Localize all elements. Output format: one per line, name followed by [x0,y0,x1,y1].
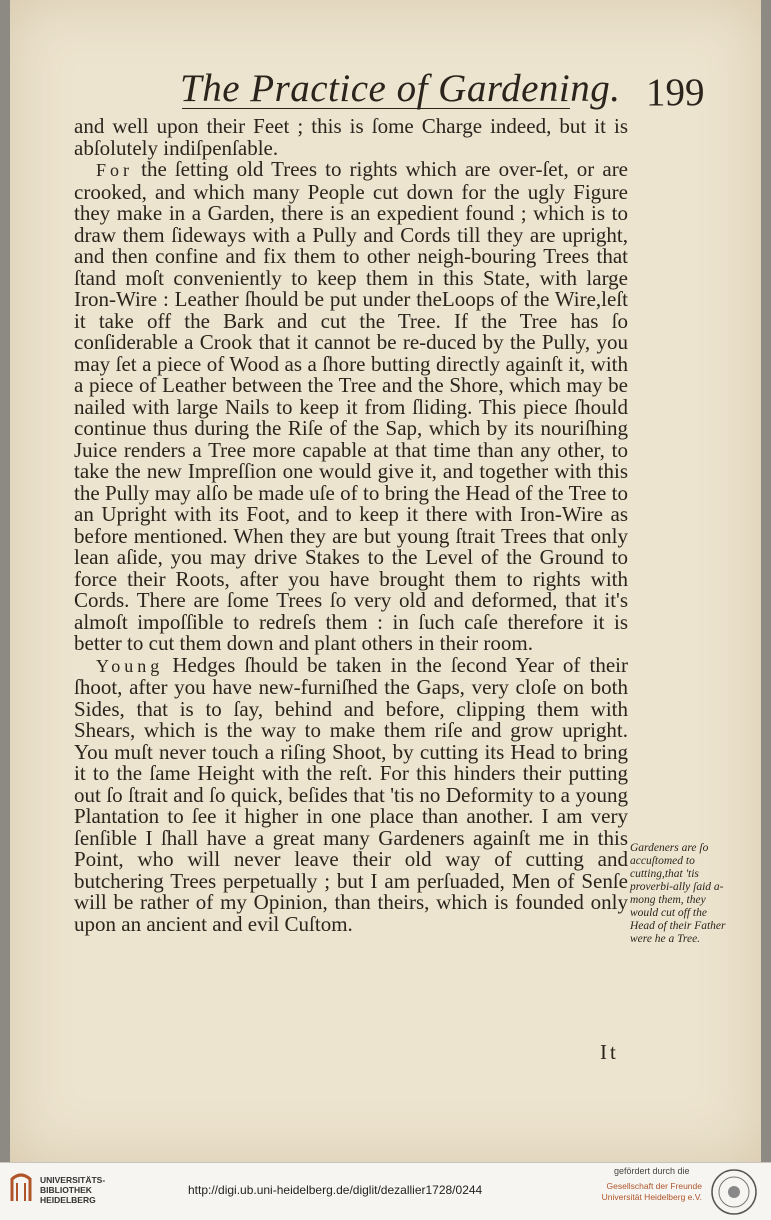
page-number: 199 [646,71,705,114]
paragraph-3-lead: Young [96,655,164,676]
paragraph-3 [74,652,629,936]
paragraph-2 [74,159,628,655]
funded-by-label: gefördert durch die [614,1166,690,1176]
paragraph-2-text: the ſetting old Trees to rights which are over-ſet, or are crooked, and which many People cut down for the ugly Figure they make in a Garden, there is an expedient found ; which is to draw them ſideways with a Pully and Cords till they are upright, and then confine and fix them to other neigh-bouring Trees that ſtand moſt conveniently to keep them in this State, with large Iron-Wire : Leather ſhould be put under theLoops of the Wire,leſt it take off the Bark and cut the Tree. If the Tree has ſo conſiderable a Crook that it cannot be re-duced by the Pully, you may ſet a piece of Wood as a ſhore butting directly againſt it, with a piece of Leather between the Tree and the Shore, which may be nailed with large Nails to keep it from ſliding. This piece ſhould continue thus during the Riſe of the Sap, which by its nouriſhing Juice renders a Tree more capable at that time than any other, to take the new Impreſſion one would give it, and together with this the Pully may alſo be made uſe of to bring the Head of the Tree to an Upright with its Foot, and to keep it there with Iron-Wire as before mentioned. When they are but young ſtrait Trees that only lean aſide, you may drive Stakes to the Level of the Ground to force their Roots, after you have brought them to rights with Cords. There are ſome Trees ſo very old and deformed, that it's almoſt impoſſible to redreſs them : in ſuch caſe therefore it is better to cut them down and plant others in their room. [74,157,629,655]
digitization-footer [0,1162,771,1220]
running-head-title: The Practice of Gardening. [180,67,621,110]
paragraph-2-lead: For [96,160,134,180]
running-head-rule [182,108,570,109]
margin-note: Gardeners are ſo accuſtomed to cutting,that 'tis proverbi-ally ſaid a-mong them, they would cut off the Head of their Father were he a Tree. [630,842,726,945]
paragraph-1: and well upon their Feet ; this is ſome Charge indeed, but it is abſolutely indiſpenſable. [74,114,628,160]
paragraph-3-text: Hedges ſhould be taken in the ſecond Year of their ſhoot, after you have new-furniſhed the Gaps, very cloſe on both Sides, that is to ſay, behind and before, clipping them with Shears, which is the way to make them riſe and grow upright. You muſt never touch a riſing Shoot, by cutting its Head to bring it to the ſame Height with the reſt. For this hinders their putting out ſo ſtrait and ſo quick, beſides that 'tis no Deformity to a young Plantation to ſee it higher in one place than another. I am very ſenſible I ſhall have a great many Gardeners againſt me in this Point, who will never leave their old way of cutting and butchering Trees perpetually ; but I am perſuaded, Men of Senſe will be rather of my Opinion, than theirs, which is founded only upon an ancient and evil Cuſtom. [74,652,629,936]
society-name: Gesellschaft der Freunde Universität Heidelberg e.V. [601,1181,702,1202]
catchword: It [600,1040,619,1064]
society-seal-icon [709,1167,759,1217]
library-logo-icon [8,1171,34,1205]
library-name: UNIVERSITÄTS- BIBLIOTHEK HEIDELBERG [40,1175,106,1205]
book-page [10,0,761,1162]
body-text [74,116,628,935]
permalink-url[interactable]: http://digi.ub.uni-heidelberg.de/diglit/dezallier1728/0244 [188,1183,483,1197]
